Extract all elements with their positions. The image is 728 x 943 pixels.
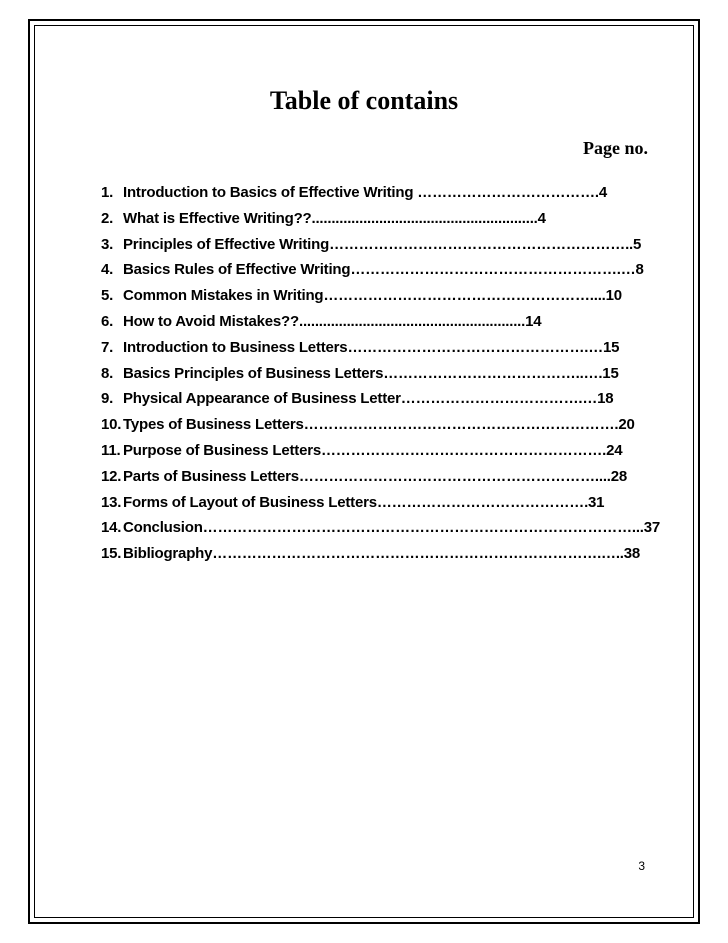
toc-entry [101,390,660,416]
toc-entry-text: Basics Principles of Business Letters…………………………………..….15 [123,364,619,382]
toc-entry [101,365,660,391]
document-title: Table of contains [269,86,459,115]
toc-entry [101,210,660,236]
toc-entry [101,287,660,313]
toc-entry-text: Parts of Business Letters……………………………………………………....28 [123,467,628,485]
toc-entry-number: 8. [101,364,114,382]
toc-entry-text: Types of Business Letters……………………………………………………….20 [123,416,635,434]
toc-entry-number: 10. [101,416,122,434]
toc-entry-number: 12. [101,467,122,485]
toc-entry-text: Bibliography…………………………………………………………………….…..38 [123,545,641,563]
toc-entry [101,261,660,287]
toc-entry [101,468,660,494]
toc-entry-text: Conclusion……………………………………………………………………………...37 [123,519,661,537]
toc-entry [101,442,660,468]
toc-entry-number: 3. [101,235,114,253]
toc-entry [101,236,660,262]
toc-entry-text: Introduction to Basics of Effective Writing ……………………………….4 [123,184,607,201]
toc-entry [101,494,660,520]
toc-entry-number: 6. [101,312,114,330]
toc-entry-number: 14. [101,519,122,537]
toc-entry-number: 2. [101,209,114,227]
toc-entry [101,313,660,339]
toc-entry-text: How to Avoid Mistakes??.........................................................14 [123,312,542,330]
toc-entry-number: 13. [101,493,122,511]
toc-entry-text: Common Mistakes in Writing………………………………………………....10 [123,287,622,305]
toc-entry-number: 15. [101,545,122,563]
toc-entry-number: 7. [101,338,114,356]
toc-entry-text: Purpose of Business Letters………………………………………………….24 [123,441,623,459]
toc-entry [101,545,660,571]
toc-entry-text: Introduction to Business Letters………………………………………….…15 [123,338,620,356]
table-of-contents [101,184,660,571]
toc-entry-number: 1. [101,184,114,201]
page-no-label: Page no. [583,138,648,158]
toc-entry [101,184,660,210]
toc-entry-text: Forms of Layout of Business Letters…………………………………….31 [123,493,605,511]
toc-entry-number: 4. [101,261,114,279]
toc-entry-text: Principles of Effective Writing……………………………………………………..5 [123,235,642,253]
toc-entry-number: 11. [101,441,121,459]
toc-entry [101,416,660,442]
toc-entry [101,519,660,545]
toc-entry-text: Physical Appearance of Business Letter……………………………….…18 [123,390,614,408]
toc-entry-number: 9. [101,390,114,408]
toc-entry-text: What is Effective Writing??.........................................................4 [123,209,546,227]
page-number: 3 [638,859,645,873]
toc-entry-text: Basics Rules of Effective Writing……………………………………………….…8 [123,261,644,279]
toc-entry [101,339,660,365]
toc-entry-number: 5. [101,287,114,305]
